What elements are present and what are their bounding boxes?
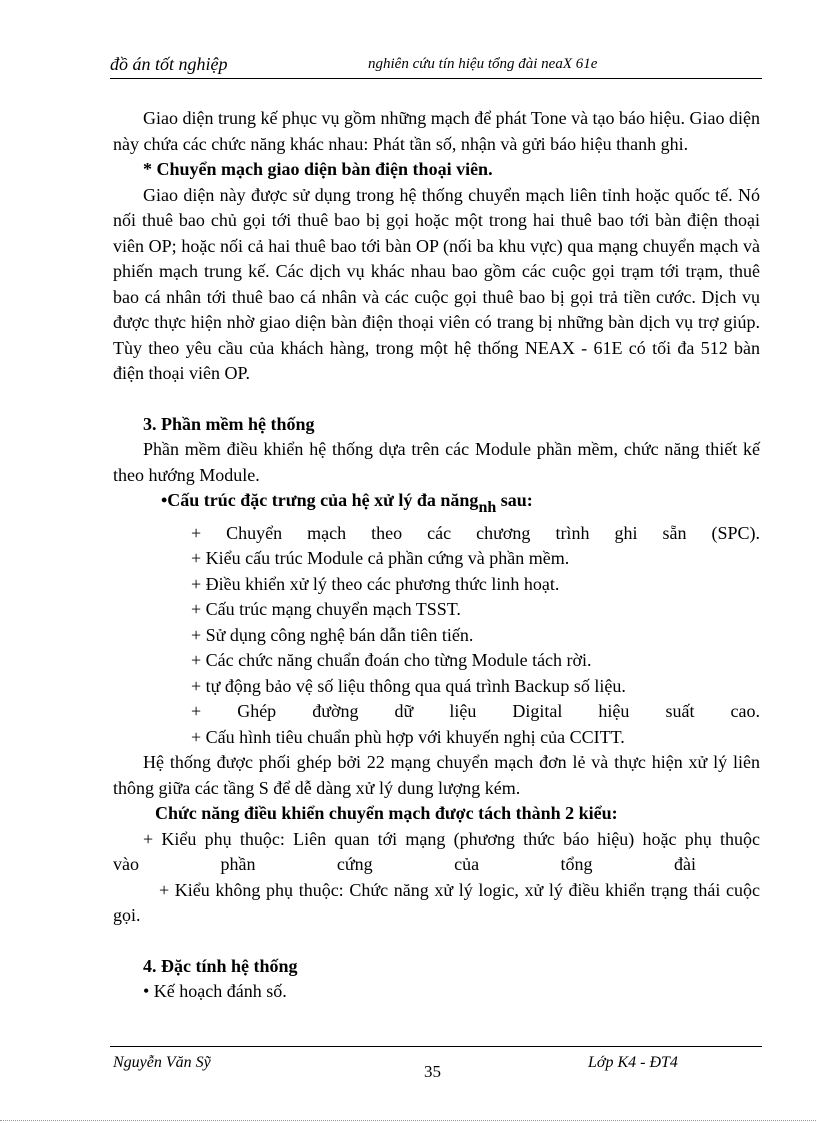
page-break-dots [0, 1120, 816, 1121]
heading-software: 3. Phần mềm hệ thống [143, 413, 315, 434]
header-left-title: đồ án tốt nghiệp [110, 54, 228, 74]
list-item: + Điều khiển xử lý theo các phương thức linh hoạt. [191, 573, 560, 594]
footer-rule [110, 1046, 762, 1047]
body-text [113, 106, 760, 1005]
list-item: + Cấu hình tiêu chuẩn phù hợp với khuyến nghị của CCITT. [191, 726, 625, 747]
paragraph-network: Hệ thống được phối ghép bởi 22 mạng chuyển mạch đơn lẻ và thực hiện xử lý liên thông giữa các tầng S để dễ dàng xử lý dung lượng kém. [113, 752, 760, 798]
paragraph-dependent-2: vào phần cứng của tổng đài [113, 854, 696, 874]
heading-structure [113, 488, 760, 521]
paragraph-operator-interface: Giao diện này được sử dụng trong hệ thống chuyển mạch liên tỉnh hoặc quốc tế. Nó nối thuê bao chủ gọi tới thuê bao bị gọi hoặc một trong hai thuê bao tới bàn điện thoại viên OP; hoặc nối cả hai thuê bao tới bàn OP (nối ba khu vực) qua mạng chuyển mạch và phiến mạch trung kế. Các dịch vụ khác nhau bao gồm các cuộc gọi trạm tới trạm, thuê bao cá nhân tới thuê bao cá nhân và các cuộc gọi thuê bao bị gọi trả tiền cước. Dịch vụ được thực hiện nhờ giao diện bàn điện thoại viên có trang bị những bàn dịch vụ trợ giúp. Tùy theo yêu cầu của khách hàng, trong một hệ thống NEAX - 61E có tối đa 512 bàn điện thoại viên OP. [113, 184, 760, 383]
list-item: + Chuyển mạch theo các chương trình ghi sẵn (SPC). [191, 522, 760, 543]
list-item: + Cấu trúc mạng chuyển mạch TSST. [191, 599, 461, 619]
list-item: + Kiểu cấu trúc Module cả phần cứng và phần mềm. [191, 548, 570, 568]
list-item: + Sử dụng công nghệ bán dẫn tiên tiến. [191, 624, 474, 645]
heading-characteristics: 4. Đặc tính hệ thống [143, 955, 298, 976]
heading-operator-switch: * Chuyển mạch giao diện bàn điện thoại viên. [143, 159, 493, 179]
footer-class: Lớp K4 - ĐT4 [588, 1054, 678, 1071]
paragraph-numbering: • Kế hoạch đánh số. [143, 981, 287, 1001]
footer-author: Nguyễn Văn Sỹ [113, 1054, 211, 1071]
list-item: + tự động bảo vệ số liệu thông qua quá trình Backup số liệu. [191, 675, 626, 696]
heading-structure-end: sau: [496, 490, 533, 510]
page-header [110, 52, 762, 78]
heading-structure-sub: nh [478, 499, 497, 516]
heading-structure-text: •Cấu trúc đặc trưng của hệ xử lý đa năng [161, 490, 479, 510]
paragraph-trunk-interface: Giao diện trung kế phục vụ gồm những mạch để phát Tone và tạo báo hiệu. Giao diện này chứa các chức năng khác nhau: Phát tần số, nhận và gửi báo hiệu thanh ghi. [113, 108, 761, 154]
list-item: + Các chức năng chuẩn đoán cho từng Module tách rời. [191, 650, 592, 670]
page-number: 35 [424, 1062, 441, 1081]
paragraph-independent: + Kiểu không phụ thuộc: Chức năng xử lý logic, xử lý điều khiển trạng thái cuộc gọi. [113, 879, 760, 925]
paragraph-software: Phần mềm điều khiển hệ thống dựa trên các Module phần mềm, chức năng thiết kế theo hướng Module. [113, 439, 760, 485]
header-right-title: nghiên cứu tín hiệu tổng đài neaX 61e [368, 56, 598, 72]
header-rule [110, 78, 762, 79]
heading-control-functions: Chức năng điều khiển chuyển mạch được tách thành 2 kiểu: [155, 803, 618, 823]
list-item: + Ghép đường dữ liệu Digital hiệu suất cao. [191, 701, 760, 721]
paragraph-dependent-1: + Kiểu phụ thuộc: Liên quan tới mạng (phương thức báo hiệu) hoặc phụ thuộc [143, 828, 760, 849]
